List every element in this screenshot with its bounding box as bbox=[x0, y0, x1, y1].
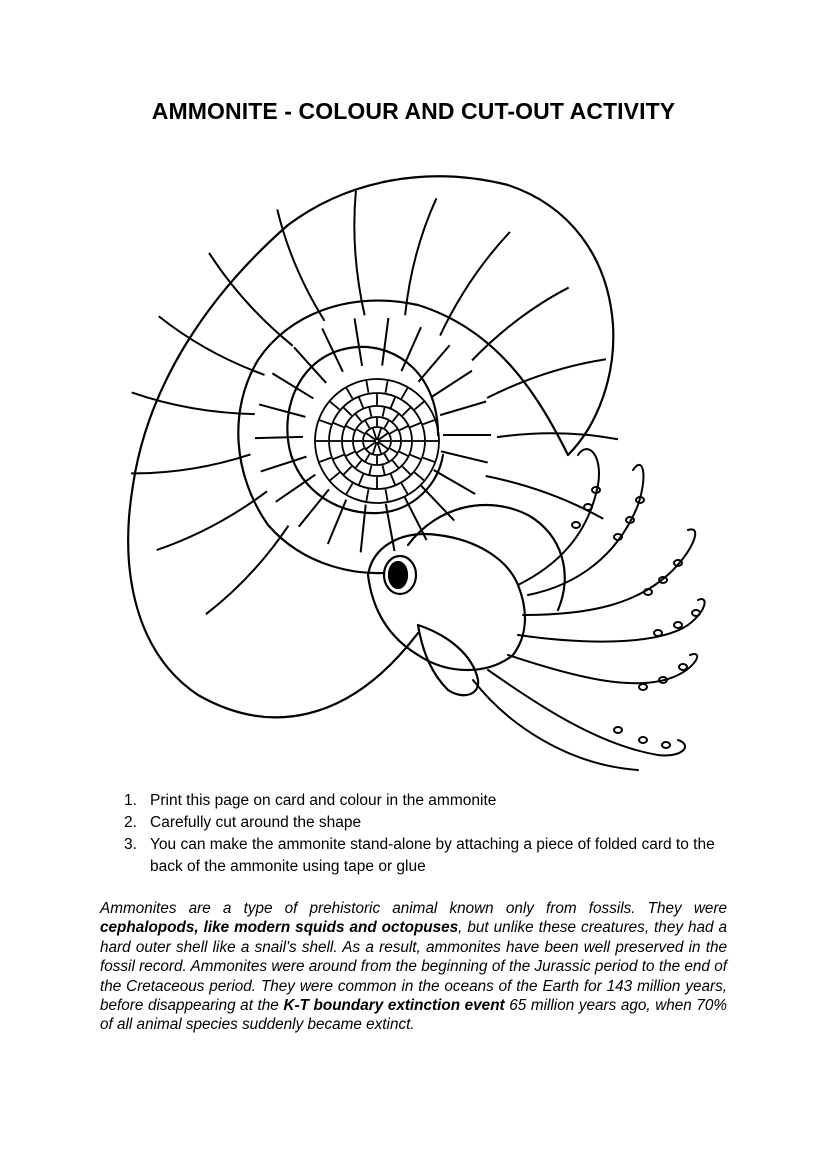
description-bold-cephalopods: cephalopods, like modern squids and octopuses bbox=[100, 919, 459, 937]
step-text: Carefully cut around the shape bbox=[150, 814, 362, 831]
spiral-rib bbox=[333, 423, 344, 428]
shell-rib bbox=[157, 491, 267, 550]
step-text: Print this page on card and colour in the ammonite bbox=[150, 792, 497, 809]
inner-rib bbox=[382, 318, 388, 366]
shell-rib bbox=[405, 198, 436, 315]
inner-rib bbox=[299, 489, 329, 526]
funnel bbox=[418, 625, 478, 695]
spiral-rib bbox=[386, 380, 388, 393]
inner-rib bbox=[294, 347, 326, 383]
page-title: AMMONITE - COLOUR AND CUT-OUT ACTIVITY bbox=[151, 98, 676, 124]
tentacle-sucker bbox=[639, 737, 647, 743]
spiral-rib bbox=[366, 489, 368, 502]
tentacle bbox=[508, 654, 697, 683]
inner-rib bbox=[355, 318, 363, 365]
tentacle bbox=[523, 529, 695, 615]
spiral-rib bbox=[386, 489, 388, 502]
shell-rib bbox=[209, 253, 293, 346]
spiral-rib bbox=[423, 458, 435, 462]
spiral-rib bbox=[423, 420, 435, 424]
shell-rib bbox=[354, 191, 364, 316]
shell-rib bbox=[131, 454, 251, 473]
spiral-rib bbox=[410, 455, 421, 460]
inner-rib bbox=[432, 371, 472, 397]
spiral-rib bbox=[415, 472, 425, 480]
instruction-step bbox=[100, 812, 740, 834]
spiral-rib bbox=[359, 397, 364, 408]
spiral-rib bbox=[356, 429, 364, 434]
spiral-rib bbox=[402, 407, 410, 415]
inner-rib bbox=[440, 401, 486, 415]
tentacle bbox=[528, 465, 643, 595]
spiral-rib bbox=[390, 429, 398, 434]
spiral-rib bbox=[383, 465, 385, 475]
spiral-rib bbox=[402, 466, 410, 474]
description-text-3: 65 million years ago, when 70% of all animal species suddenly became extinct. bbox=[100, 997, 728, 1034]
spiral-rib bbox=[333, 455, 344, 460]
head-outline bbox=[368, 534, 525, 670]
tentacle-sucker bbox=[654, 630, 662, 636]
ammonite-illustration bbox=[118, 155, 718, 775]
shell-rib bbox=[159, 316, 265, 375]
spiral-rib bbox=[369, 407, 371, 417]
description-text-2: , but unlike these creatures, they had a hard outer shell like a snail's shell. As a result, ammonites have been well preserved in the fossil record. Ammonites were around from the beginning of the Jurassic period to the end of the Cretaceous period. They were common in the oceans of the Earth for 143 million years, before disappearing at the bbox=[100, 919, 727, 1015]
shell-rib bbox=[472, 288, 569, 361]
tentacle-sucker bbox=[679, 664, 687, 670]
step-text: You can make the ammonite stand-alone by attaching a piece of folded card to the back of the ammonite using tape or glue bbox=[150, 836, 715, 875]
step-number: 1. bbox=[124, 792, 137, 809]
shell-rib bbox=[487, 359, 606, 398]
spiral-rib bbox=[415, 401, 425, 409]
spiral-rib bbox=[356, 449, 364, 454]
spiral-rib bbox=[393, 461, 399, 469]
inner-rib bbox=[441, 451, 488, 462]
spiral-rib bbox=[365, 454, 370, 462]
spiral-rib bbox=[346, 483, 353, 494]
eye-pupil bbox=[389, 562, 407, 588]
tentacle-sucker bbox=[614, 727, 622, 733]
inner-rib bbox=[261, 457, 307, 472]
spiral-rib bbox=[359, 474, 364, 485]
inner-rib bbox=[259, 404, 305, 416]
spiral-rib bbox=[366, 380, 368, 393]
spiral-rib bbox=[402, 387, 409, 398]
description-text-1: Ammonites are a type of prehistoric animal known only from fossils. They were bbox=[100, 900, 727, 917]
tentacle-sucker bbox=[572, 522, 580, 528]
ammonite-drawing bbox=[118, 155, 718, 775]
tentacle-sucker bbox=[639, 684, 647, 690]
tentacle-sucker bbox=[674, 622, 682, 628]
inner-rib bbox=[276, 475, 316, 502]
spiral-rib bbox=[390, 449, 398, 454]
inner-rib bbox=[255, 437, 303, 438]
step-number: 2. bbox=[124, 814, 137, 831]
spiral-rib bbox=[400, 426, 409, 430]
spiral-rib bbox=[385, 454, 390, 462]
spiral-rib bbox=[410, 423, 421, 428]
spiral-rib bbox=[355, 414, 361, 422]
spiral-rib bbox=[400, 452, 409, 456]
spiral-rib bbox=[355, 461, 361, 469]
spiral-rib bbox=[385, 420, 390, 428]
tentacle-sucker bbox=[662, 742, 670, 748]
tentacle-sucker bbox=[692, 610, 700, 616]
instruction-step bbox=[100, 790, 740, 812]
shell-rib bbox=[277, 209, 324, 320]
inner-rib bbox=[421, 486, 454, 521]
step-number: 3. bbox=[124, 836, 137, 853]
spiral-rib bbox=[393, 414, 399, 422]
spiral-rib bbox=[345, 452, 354, 456]
shell-rib bbox=[132, 392, 255, 414]
tentacle-sucker bbox=[584, 504, 592, 510]
spiral-rib bbox=[346, 387, 353, 398]
tentacle bbox=[473, 680, 638, 770]
spiral-rib bbox=[319, 420, 331, 424]
shell-rib bbox=[486, 476, 603, 519]
spiral-rib bbox=[391, 474, 396, 485]
spiral-rib bbox=[319, 458, 331, 462]
spiral-rib bbox=[345, 426, 354, 430]
description-bold-kt-boundary: K-T boundary extinction event bbox=[283, 997, 505, 1015]
shell-rib bbox=[206, 526, 289, 614]
shell-outline bbox=[128, 176, 613, 717]
spiral-rib bbox=[343, 407, 351, 415]
shell-rib bbox=[440, 232, 510, 336]
inner-rib bbox=[401, 327, 421, 371]
instruction-step bbox=[100, 834, 740, 878]
spiral-rib bbox=[391, 397, 396, 408]
hood-outline bbox=[408, 505, 565, 610]
instructions-list bbox=[100, 790, 740, 878]
inner-rib bbox=[434, 470, 476, 494]
spiral-rib bbox=[369, 465, 371, 475]
spiral-rib bbox=[330, 401, 340, 409]
spiral-rib bbox=[365, 420, 370, 428]
spiral-rib bbox=[402, 483, 409, 494]
spiral-rib bbox=[343, 466, 351, 474]
spiral-rib bbox=[383, 407, 385, 417]
inner-rib bbox=[418, 345, 449, 381]
description-paragraph bbox=[100, 899, 727, 1035]
spiral-rib bbox=[330, 472, 340, 480]
